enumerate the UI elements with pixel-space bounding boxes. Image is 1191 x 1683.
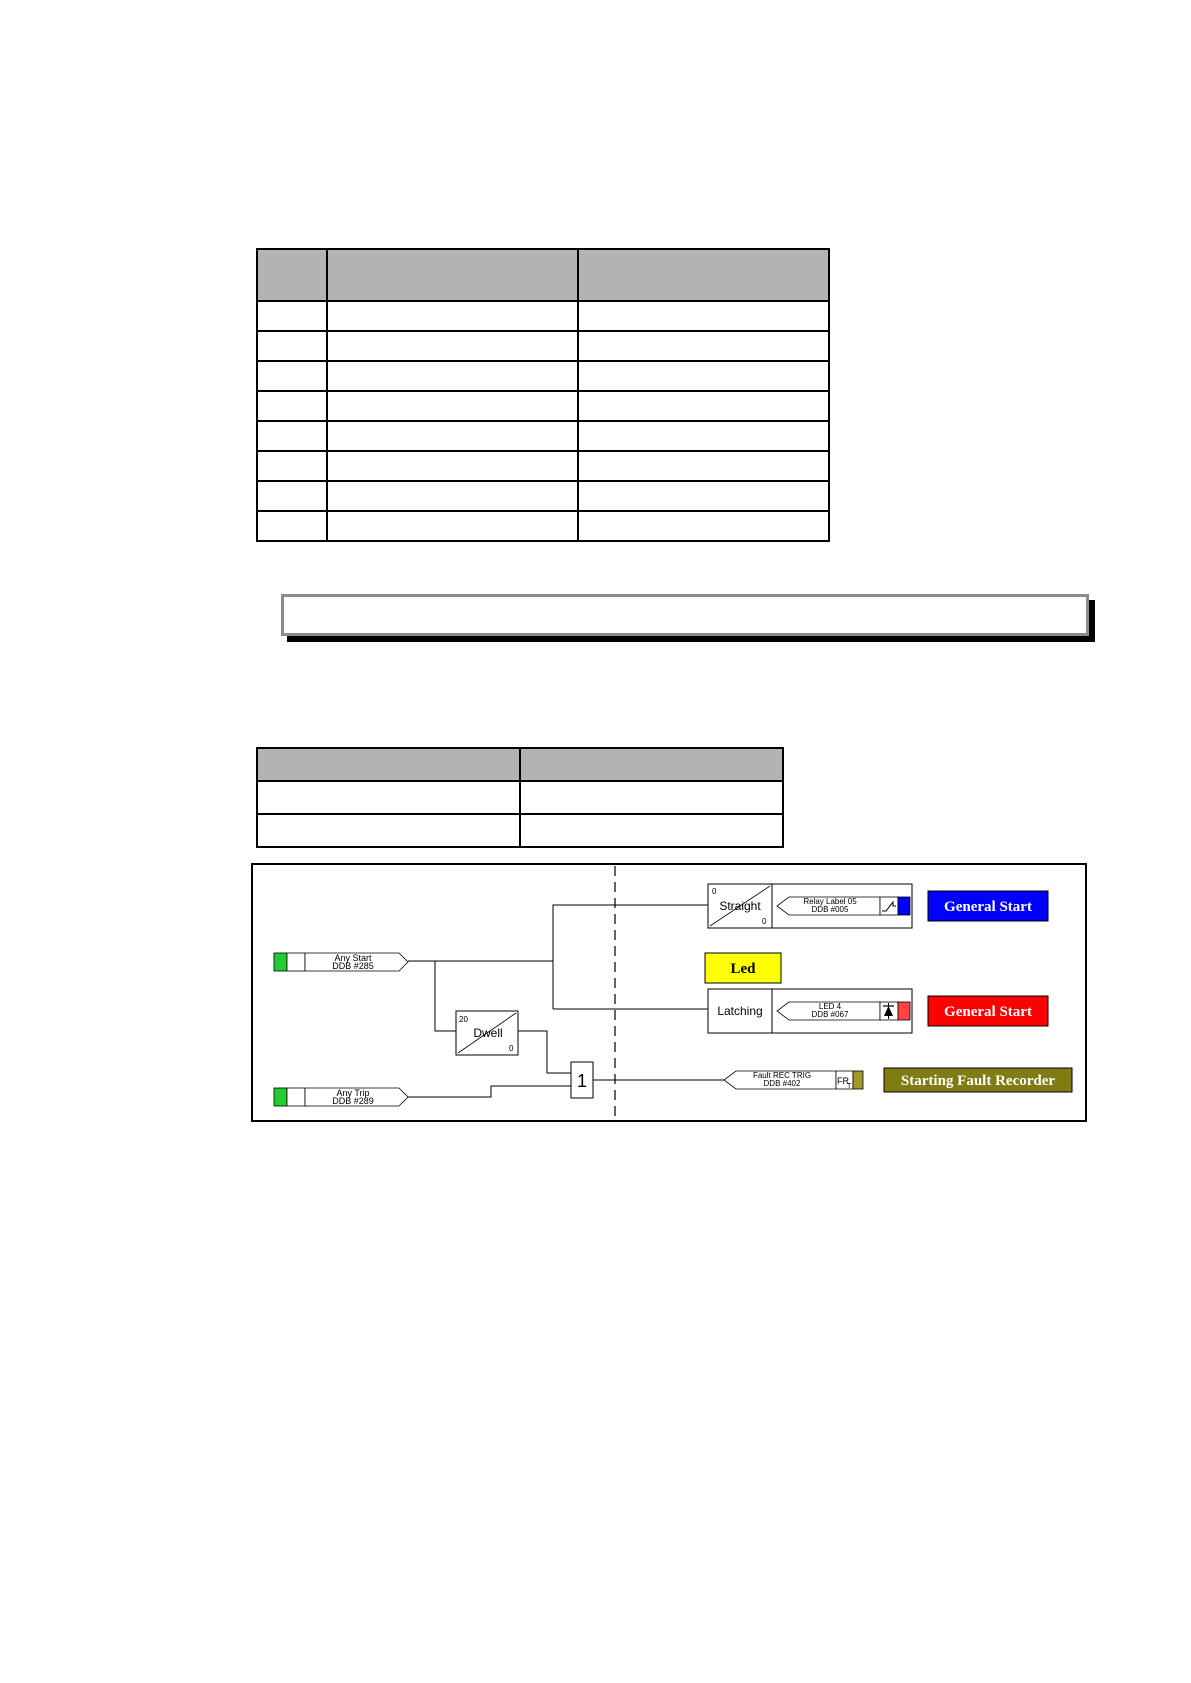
straight-conditioner: [708, 884, 772, 928]
fault-rec-ddb: DDB #402: [763, 1079, 801, 1088]
input-any-start: [274, 953, 408, 971]
timer-dropoff-value: 0: [509, 1044, 514, 1053]
relay-output: [772, 884, 912, 928]
input-any-trip-ddb: DDB #289: [332, 1096, 374, 1106]
input-indicator-green: [274, 1088, 287, 1106]
callout-text: General Start: [944, 1004, 1032, 1020]
gate-label: 1: [576, 1071, 588, 1091]
or-gate: [571, 1062, 593, 1098]
dwell-timer: [456, 1011, 518, 1055]
led-name: LED 4: [818, 1002, 842, 1011]
fault-recorder-trigger: [724, 1071, 863, 1090]
led-indicator: [898, 1002, 910, 1020]
led-ddb: DDB #067: [811, 1010, 849, 1019]
callout-led-header: [705, 953, 781, 983]
conditioner-label: Latching: [717, 1004, 763, 1018]
callout-relay-general-start: [928, 891, 1048, 921]
input-any-start-name: Any Start: [334, 953, 372, 963]
callout-starting-fault-recorder: [884, 1068, 1072, 1092]
relay-indicator: [898, 897, 910, 915]
callout-led-general-start: [928, 996, 1048, 1026]
callout-text: General Start: [944, 899, 1032, 915]
conditioner-pickup-value: 0: [712, 887, 717, 896]
conditioner-dropoff-value: 0: [762, 917, 767, 926]
input-indicator-white: [287, 1088, 305, 1106]
fault-rec-indicator: [853, 1071, 863, 1089]
fault-rec-icon: FR: [837, 1076, 849, 1086]
latching-conditioner: [708, 989, 772, 1033]
callout-text: Starting Fault Recorder: [900, 1073, 1056, 1089]
led-output: [772, 989, 912, 1033]
input-indicator-green: [274, 953, 287, 971]
callout-text: Led: [730, 961, 756, 977]
relay-ddb: DDB #005: [811, 905, 849, 914]
relay-name: Relay Label 05: [803, 897, 857, 906]
input-any-trip-name: Any Trip: [336, 1088, 370, 1098]
timer-label: Dwell: [473, 1026, 503, 1040]
conditioner-label: Straight: [719, 899, 761, 913]
fault-rec-icon-sub: T: [847, 1083, 852, 1090]
fault-rec-name: Fault REC TRIG: [752, 1071, 812, 1080]
input-indicator-white: [287, 953, 305, 971]
input-any-trip: [274, 1088, 408, 1106]
timer-pickup-value: 20: [459, 1015, 468, 1024]
input-any-start-ddb: DDB #285: [332, 961, 374, 971]
